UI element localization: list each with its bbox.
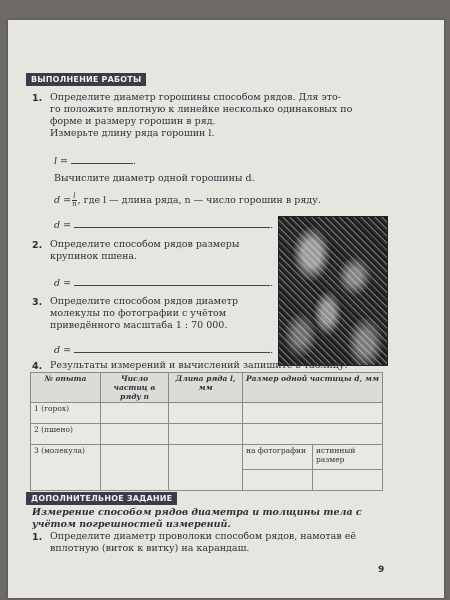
field-label: d = — [54, 345, 72, 356]
table-cell[interactable] — [243, 470, 313, 491]
task1-line: форме и размеру горошин в ряд. — [50, 116, 216, 127]
answer-line[interactable] — [74, 218, 270, 228]
task3-text — [50, 296, 275, 332]
table-row — [31, 424, 383, 445]
extra-title-line: учётом погрешностей измерений. — [32, 519, 231, 530]
task2-line: крупинок пшена. — [50, 251, 138, 262]
task1-compute: Вычислите диаметр одной горошины d. — [54, 173, 255, 184]
task4-text: Результаты измерений и вычислений запишите в таблицу. — [50, 360, 348, 371]
extra-title-line: Измерение способом рядов диаметра и толщины тела с — [32, 507, 362, 518]
header-length: Длина ряда l, мм — [169, 373, 243, 403]
table-cell[interactable] — [101, 445, 169, 491]
table-cell[interactable] — [313, 470, 383, 491]
task3-line: приведённого масштаба 1 : 70 000. — [50, 320, 228, 331]
task1-text — [50, 92, 390, 140]
field-end: . — [270, 278, 274, 289]
fraction-numerator: l — [73, 192, 76, 200]
field-label: d = — [54, 220, 72, 231]
page-number: 9 — [378, 565, 385, 575]
task1-number: 1. — [32, 93, 43, 104]
task2-number: 2. — [32, 240, 43, 251]
field-end: . — [270, 220, 274, 231]
task1-line: Измерьте длину ряда горошин l. — [50, 128, 215, 139]
task1-formula — [54, 193, 321, 208]
formula-fraction — [72, 193, 77, 208]
extra-section-title: ДОПОЛНИТЕЛЬНОЕ ЗАДАНИЕ — [26, 492, 177, 505]
table-cell[interactable] — [169, 424, 243, 445]
task4-number: 4. — [32, 361, 43, 372]
task2-d-field[interactable] — [54, 276, 273, 289]
row-label: 2 (пшено) — [31, 424, 101, 445]
formula-prefix: d = — [54, 194, 72, 206]
task3-number: 3. — [32, 297, 43, 308]
formula-explanation: , где l — длина ряда, n — число горошин в ряду. — [77, 194, 321, 206]
fraction-denominator: n — [72, 200, 77, 208]
extra-line: Определите диаметр проволоки способом рядов, намотав её — [50, 531, 356, 542]
extra-line: вплотную (виток к витку) на карандаш. — [50, 543, 250, 554]
task3-d-field[interactable] — [54, 343, 273, 356]
header-experiment: № опыта — [31, 373, 101, 403]
task2-text — [50, 239, 275, 263]
table-cell[interactable] — [243, 424, 383, 445]
header-count: Число частиц в ряду n — [101, 373, 169, 403]
task1-line: го положите вплотную к линейке несколько одинаковых по — [50, 104, 353, 115]
table-cell[interactable] — [243, 403, 383, 424]
task1-line: Определите диаметр горошины способом рядов. Для это- — [50, 92, 341, 103]
task2-line: Определите способом рядов размеры — [50, 239, 240, 250]
row-label: 3 (молекула) — [31, 445, 101, 491]
answer-line[interactable] — [74, 276, 270, 286]
field-end: . — [270, 345, 274, 356]
results-table — [30, 372, 383, 491]
extra-number: 1. — [32, 532, 43, 543]
row-label: 1 (горох) — [31, 403, 101, 424]
extra-text — [50, 531, 400, 555]
table-row — [31, 403, 383, 424]
task3-line: молекулы по фотографии с учётом — [50, 308, 227, 319]
task1-l-field[interactable] — [54, 154, 136, 167]
table-cell[interactable] — [101, 403, 169, 424]
table-header-row — [31, 373, 383, 403]
field-label: l = — [54, 156, 69, 167]
table-cell[interactable] — [169, 403, 243, 424]
answer-line[interactable] — [71, 154, 133, 164]
header-size: Размер одной частицы d, мм — [243, 373, 383, 403]
subheader-true-size: истинный размер — [313, 445, 383, 470]
table-cell[interactable] — [101, 424, 169, 445]
field-label: d = — [54, 278, 72, 289]
subheader-photo: на фотографии — [243, 445, 313, 470]
field-end: . — [133, 156, 137, 167]
table-cell[interactable] — [169, 445, 243, 491]
answer-line[interactable] — [74, 343, 270, 353]
extra-title — [32, 507, 392, 531]
task3-line: Определите способом рядов диаметр — [50, 296, 239, 307]
table-row — [31, 445, 383, 470]
task1-d-field[interactable] — [54, 218, 273, 231]
section-title: ВЫПОЛНЕНИЕ РАБОТЫ — [26, 73, 146, 86]
workbook-page — [8, 20, 444, 598]
molecule-photo — [278, 216, 388, 366]
